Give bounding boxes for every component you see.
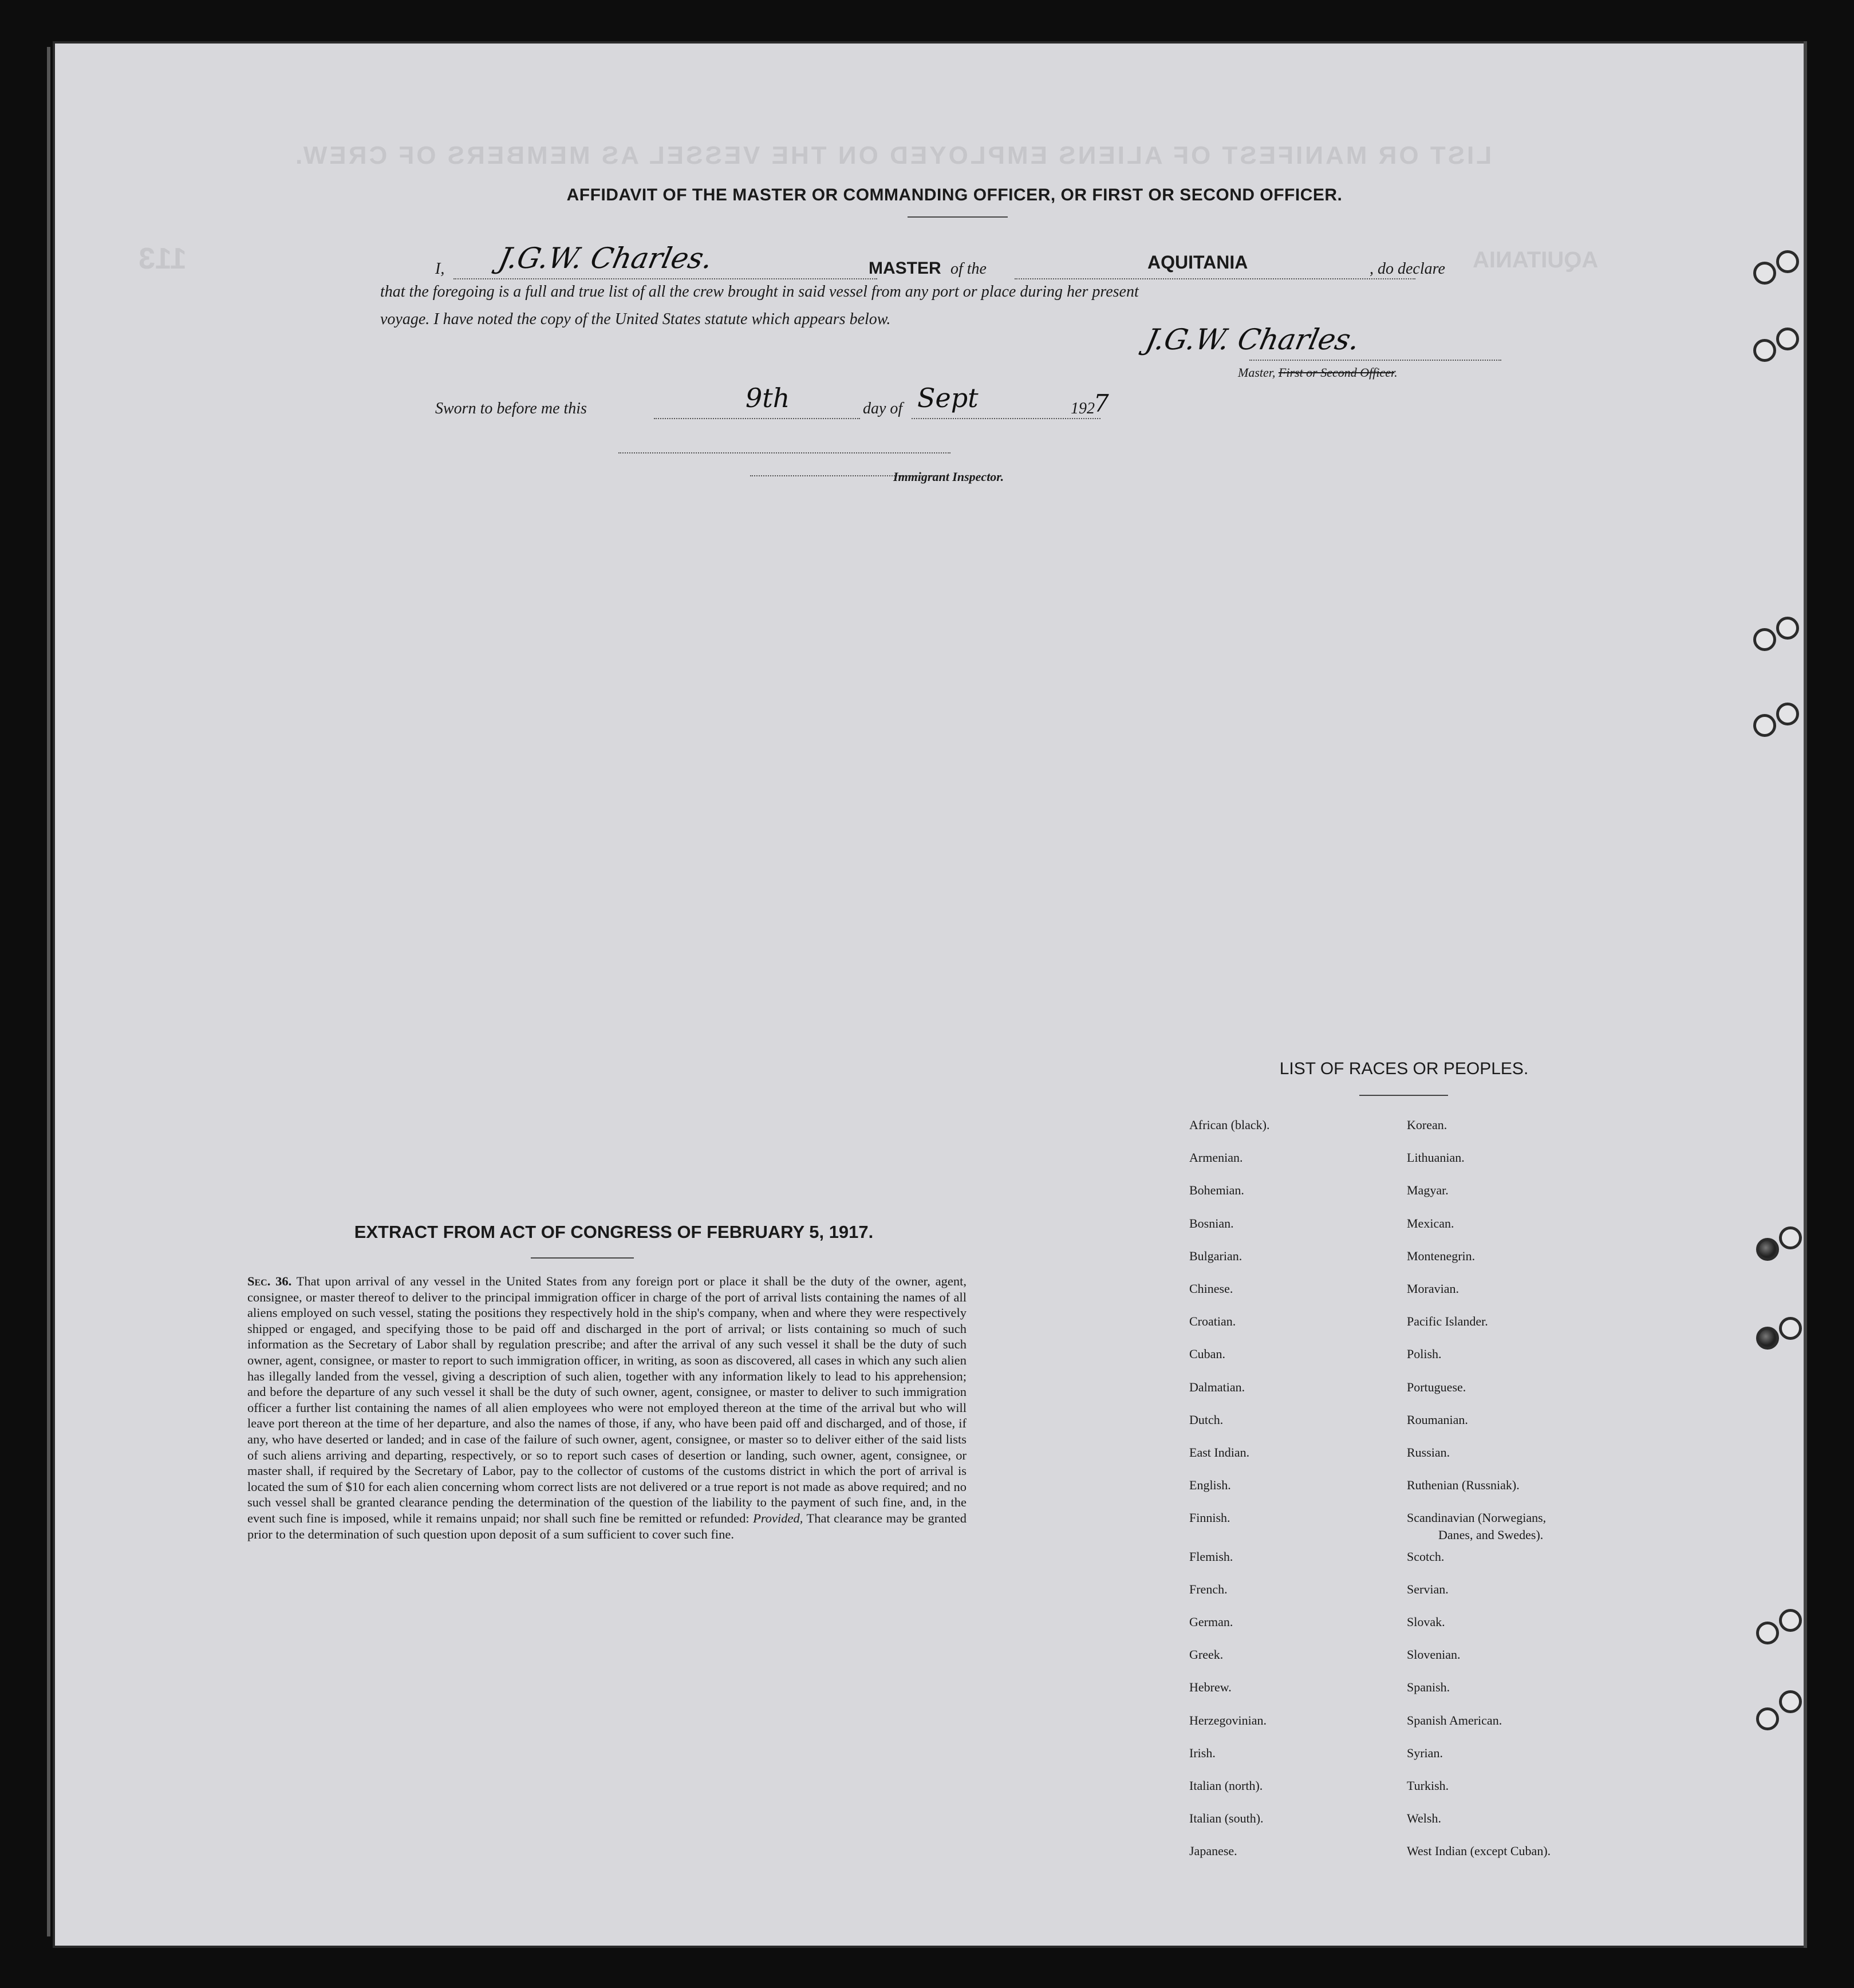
day-of-text: day of	[863, 400, 903, 417]
binding-hole-8	[1776, 703, 1799, 725]
sworn-day-line	[654, 418, 860, 419]
race-item: Korean.	[1407, 1118, 1447, 1132]
race-item: Welsh.	[1407, 1811, 1441, 1826]
binding-hole-11	[1756, 1327, 1779, 1350]
race-item: Magyar.	[1407, 1183, 1449, 1198]
sworn-prefix: Sworn to before me this	[435, 400, 587, 417]
race-item: Greek.	[1189, 1647, 1224, 1662]
binding-hole-6	[1776, 617, 1799, 640]
bleed-through-title: LIST OR MANIFEST OF ALIENS EMPLOYED ON THE VESSEL AS MEMBERS OF CREW.	[293, 141, 1492, 169]
affidavit-intro: I,	[435, 260, 445, 278]
extract-section-label: Sec. 36.	[247, 1274, 292, 1288]
race-item: Bosnian.	[1189, 1216, 1234, 1230]
race-item: Japanese.	[1189, 1844, 1237, 1859]
left-page-edge	[47, 47, 50, 1936]
race-item: Moravian.	[1407, 1281, 1459, 1296]
binding-hole-16	[1779, 1690, 1802, 1713]
affidavit-heading-underline	[908, 216, 1008, 218]
sworn-month-line	[912, 418, 1100, 419]
race-item: Pacific Islander.	[1407, 1314, 1488, 1329]
inspector-signature-line	[618, 452, 950, 453]
officer-caption	[1238, 365, 1398, 380]
race-item: Bulgarian.	[1189, 1248, 1242, 1263]
race-item: Dalmatian.	[1189, 1379, 1245, 1394]
sworn-year-printed: 192	[1071, 400, 1095, 417]
race-item: Mexican.	[1407, 1216, 1454, 1230]
sworn-day: 9th	[745, 382, 790, 413]
master-label: MASTER	[869, 259, 941, 278]
race-item: Slovak.	[1407, 1615, 1445, 1629]
race-item: African (black).	[1189, 1118, 1270, 1132]
race-item: Herzegovinian.	[1189, 1713, 1267, 1727]
extract-heading-underline	[531, 1257, 634, 1259]
vessel-name: AQUITANIA	[1147, 252, 1248, 273]
races-heading: LIST OF RACES OR PEOPLES.	[1279, 1059, 1529, 1078]
binding-hole-10	[1779, 1226, 1802, 1249]
race-item: French.	[1189, 1581, 1228, 1596]
affidavit-heading: AFFIDAVIT OF THE MASTER OR COMMANDING OFFICER, OR FIRST OR SECOND OFFICER.	[566, 186, 1343, 204]
race-item: Scotch.	[1407, 1549, 1445, 1564]
race-item: Scandinavian (Norwegians,	[1407, 1510, 1547, 1525]
race-item: Armenian.	[1189, 1150, 1243, 1165]
race-item: Montenegrin.	[1407, 1248, 1476, 1263]
extract-provided: Provided,	[753, 1510, 803, 1525]
binding-hole-15	[1756, 1707, 1779, 1730]
race-item: Chinese.	[1189, 1281, 1233, 1296]
binding-hole-14	[1779, 1609, 1802, 1632]
race-item: Italian (north).	[1189, 1778, 1263, 1793]
race-item: Roumanian.	[1407, 1412, 1468, 1427]
binding-hole-1	[1753, 262, 1776, 285]
extract-heading: EXTRACT FROM ACT OF CONGRESS OF FEBRUARY 5, 1917.	[354, 1222, 874, 1242]
race-item: Polish.	[1407, 1347, 1442, 1362]
binding-hole-3	[1753, 339, 1776, 362]
officer-caption-struck: First or Second Officer	[1278, 365, 1395, 380]
binding-hole-4	[1776, 328, 1799, 350]
do-declare-text: , do declare	[1370, 260, 1445, 278]
race-item: Slovenian.	[1407, 1647, 1461, 1662]
extract-body	[247, 1273, 967, 1542]
race-item: Spanish.	[1407, 1680, 1450, 1695]
races-continuation: Danes, and Swedes).	[1438, 1528, 1544, 1542]
officer-signature: J.G.W. Charles.	[1142, 323, 1363, 356]
officer-caption-master: Master,	[1238, 365, 1279, 380]
binding-hole-7	[1753, 714, 1776, 737]
race-item: Flemish.	[1189, 1549, 1233, 1564]
binding-hole-9	[1756, 1238, 1779, 1261]
race-item: West Indian (except Cuban).	[1407, 1844, 1551, 1859]
binding-hole-12	[1779, 1317, 1802, 1340]
manifest-page	[53, 41, 1806, 1948]
race-item: Italian (south).	[1189, 1811, 1264, 1826]
race-item: Syrian.	[1407, 1745, 1443, 1760]
race-item: Servian.	[1407, 1581, 1449, 1596]
race-item: Croatian.	[1189, 1314, 1236, 1329]
race-item: Spanish American.	[1407, 1713, 1502, 1727]
master-name-line	[453, 278, 877, 279]
race-item: Lithuanian.	[1407, 1150, 1465, 1165]
officer-signature-line	[1249, 360, 1501, 361]
binding-hole-5	[1753, 628, 1776, 651]
race-item: Cuban.	[1189, 1347, 1225, 1362]
bleed-through-vessel: AQUITANIA	[1473, 247, 1599, 273]
sworn-year-hand: 7	[1094, 389, 1109, 417]
race-item: Portuguese.	[1407, 1379, 1466, 1394]
inspector-caption: Immigrant Inspector.	[893, 470, 1004, 484]
races-heading-underline	[1359, 1095, 1448, 1096]
vessel-name-line	[1015, 278, 1415, 279]
race-item: East Indian.	[1189, 1445, 1250, 1460]
officer-caption-end: .	[1394, 365, 1398, 380]
right-page-edge	[1804, 41, 1807, 1948]
race-item: Turkish.	[1407, 1778, 1449, 1793]
affidavit-line-3: voyage. I have noted the copy of the United States statute which appears below.	[380, 310, 891, 328]
master-signature: J.G.W. Charles.	[495, 242, 716, 275]
binding-hole-2	[1776, 250, 1799, 273]
extract-text-part-2: That clearance may be granted prior to the determination of such question upon deposit of a sum sufficient to cover such fine.	[247, 1510, 967, 1541]
binding-hole-13	[1756, 1622, 1779, 1644]
race-item: English.	[1189, 1478, 1231, 1493]
extract-text-part-1: That upon arrival of any vessel in the United States from any foreign port or place it shall be the duty of the owner, agent, consignee, or master thereof to deliver to the principal immigration officer in charge of the port of arrival lists containing the names of all aliens employed on such vessel, stating the positions they respectively hold in the ship's company, when and where they were respectively shipped or engaged, and specifying those to be paid off and discharged in the port of arrival; or lists containing so much of such information as the Secretary of Labor shall by regulation prescribe; and after the arrival of any such vessel it shall be the duty of such owner, agent, consignee, or master to report to such immigration officer, in writing, as soon as discovered, all cases in which any such alien has illegally landed from the vessel, giving a description of such alien, together with any information likely to lead to his apprehension; and before the departure of any such vessel it shall be the duty of such owner, agent, consignee, or master to deliver to such immigration officer a further list containing the names of all alien employees who were not employed thereon at the time of the arrival but who will leave port thereon at the time of her departure, and also the names of those, if any, who have been paid off and discharged, and of those, if any, who have deserted or landed; and in case of the failure of such owner, agent, consignee, or master so to deliver either of the said lists of such aliens arriving and departing, respectively, or so to report such cases of desertion or landing, such owner, agent, consignee, or master shall, if required by the Secretary of Labor, pay to the collector of customs of the customs district in which the port of arrival is located the sum of $10 for each alien concerning whom correct lists are not delivered or a true report is not made as above required; and no such vessel shall be granted clearance pending the determination of the question of the liability to the payment of such fine, and, in the event such fine is imposed, while it remains unpaid; nor shall such fine be remitted or refunded:	[247, 1274, 967, 1525]
of-the-text: of the	[950, 260, 987, 278]
race-item: Hebrew.	[1189, 1680, 1232, 1695]
race-item: Finnish.	[1189, 1510, 1230, 1525]
race-item: Ruthenian (Russniak).	[1407, 1478, 1520, 1493]
race-item: German.	[1189, 1615, 1233, 1629]
race-item: Bohemian.	[1189, 1183, 1244, 1198]
race-item: Dutch.	[1189, 1412, 1224, 1427]
race-item: Russian.	[1407, 1445, 1450, 1460]
bleed-through-number: 113	[139, 242, 187, 275]
affidavit-line-2: that the foregoing is a full and true list of all the crew brought in said vessel from any port or place during her present	[380, 283, 1139, 301]
sworn-month: Sept	[917, 382, 979, 413]
race-item: Irish.	[1189, 1745, 1216, 1760]
